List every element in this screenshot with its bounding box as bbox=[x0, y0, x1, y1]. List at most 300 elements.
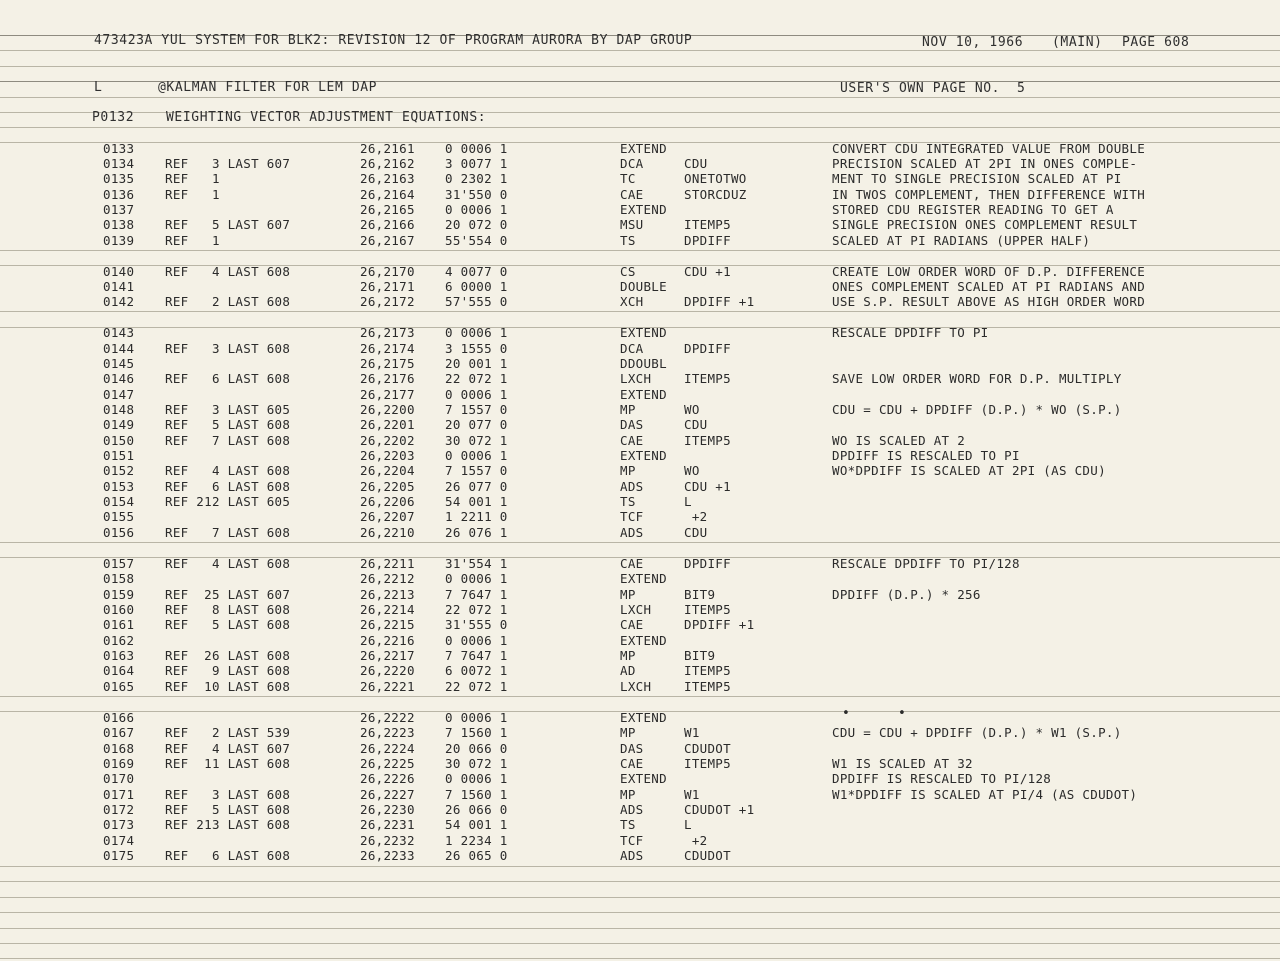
listing-line bbox=[0, 571, 1280, 586]
listing-seq: 0159 bbox=[103, 587, 135, 602]
listing-loc: 26,2174 bbox=[360, 341, 415, 356]
listing-ref: REF 6 LAST 608 bbox=[165, 479, 291, 494]
listing-adr: ITEMP5 bbox=[684, 217, 731, 232]
listing-line bbox=[0, 356, 1280, 371]
listing-op: DAS bbox=[620, 417, 644, 432]
listing-cmt: DPDIFF IS RESCALED TO PI bbox=[832, 448, 1020, 463]
listing-adr: CDU +1 bbox=[684, 479, 731, 494]
listing-line bbox=[0, 417, 1280, 432]
listing-ref: REF 5 LAST 608 bbox=[165, 417, 291, 432]
listing-op: CAE bbox=[620, 187, 644, 202]
listing-cmt: CDU = CDU + DPDIFF (D.P.) * WO (S.P.) bbox=[832, 402, 1122, 417]
listing-line bbox=[0, 771, 1280, 786]
listing-op: DOUBLE bbox=[620, 279, 667, 294]
listing-op: EXTEND bbox=[620, 141, 667, 156]
listing-loc: 26,2171 bbox=[360, 279, 415, 294]
listing-line bbox=[0, 833, 1280, 848]
listing-ref: REF 6 LAST 608 bbox=[165, 371, 291, 386]
listing-adr: ONETOTWO bbox=[684, 171, 747, 186]
listing-cmt: DPDIFF IS RESCALED TO PI/128 bbox=[832, 771, 1052, 786]
listing-cmt: DPDIFF (D.P.) * 256 bbox=[832, 587, 981, 602]
dot-accent-marks: • bbox=[898, 706, 906, 721]
listing-op: DCA bbox=[620, 341, 644, 356]
listing-op: CAE bbox=[620, 617, 644, 632]
listing-loc: 26,2203 bbox=[360, 448, 415, 463]
listing-adr: ITEMP5 bbox=[684, 663, 731, 678]
listing-op: TC bbox=[620, 171, 636, 186]
listing-adr: ITEMP5 bbox=[684, 371, 731, 386]
listing-page-number: PAGE 608 bbox=[1122, 35, 1190, 50]
listing-seq: 0144 bbox=[103, 341, 135, 356]
listing-ref: REF 4 LAST 608 bbox=[165, 264, 291, 279]
listing-seq: 0167 bbox=[103, 725, 135, 740]
listing-code: 0 0006 1 bbox=[445, 771, 508, 786]
listing-loc: 26,2214 bbox=[360, 602, 415, 617]
listing-adr: BIT9 bbox=[684, 648, 716, 663]
listing-code: 0 0006 1 bbox=[445, 325, 508, 340]
listing-op: LXCH bbox=[620, 371, 652, 386]
listing-line bbox=[0, 187, 1280, 202]
listing-adr: L bbox=[684, 494, 692, 509]
listing-loc: 26,2230 bbox=[360, 802, 415, 817]
listing-line bbox=[0, 433, 1280, 448]
listing-code: 7 1557 0 bbox=[445, 402, 508, 417]
listing-seq: 0152 bbox=[103, 463, 135, 478]
listing-seq: 0139 bbox=[103, 233, 135, 248]
listing-line bbox=[0, 371, 1280, 386]
listing-seq: 0169 bbox=[103, 756, 135, 771]
listing-code: 54 001 1 bbox=[445, 494, 508, 509]
listing-loc: 26,2163 bbox=[360, 171, 415, 186]
listing-line bbox=[0, 741, 1280, 756]
listing-line bbox=[0, 341, 1280, 356]
listing-loc: 26,2201 bbox=[360, 417, 415, 432]
listing-adr: W1 bbox=[684, 787, 700, 802]
listing-seq: 0148 bbox=[103, 402, 135, 417]
listing-code: 0 0006 1 bbox=[445, 710, 508, 725]
listing-adr: ITEMP5 bbox=[684, 679, 731, 694]
listing-code: 0 0006 1 bbox=[445, 387, 508, 402]
listing-seq: 0165 bbox=[103, 679, 135, 694]
listing-seq: 0146 bbox=[103, 371, 135, 386]
listing-loc: 26,2213 bbox=[360, 587, 415, 602]
listing-loc: 26,2233 bbox=[360, 848, 415, 863]
listing-line bbox=[0, 387, 1280, 402]
listing-op: TS bbox=[620, 233, 636, 248]
listing-adr: CDU bbox=[684, 156, 708, 171]
listing-seq: 0133 bbox=[103, 141, 135, 156]
listing-seq: 0174 bbox=[103, 833, 135, 848]
listing-op: XCH bbox=[620, 294, 644, 309]
listing-op: ADS bbox=[620, 525, 644, 540]
listing-op: EXTEND bbox=[620, 633, 667, 648]
listing-code: 20 072 0 bbox=[445, 217, 508, 232]
listing-cmt: ONES COMPLEMENT SCALED AT PI RADIANS AND bbox=[832, 279, 1146, 294]
listing-ref: REF 7 LAST 608 bbox=[165, 525, 291, 540]
listing-line bbox=[0, 556, 1280, 571]
listing-cmt: USE S.P. RESULT ABOVE AS HIGH ORDER WORD bbox=[832, 294, 1146, 309]
listing-line bbox=[0, 202, 1280, 217]
listing-op: EXTEND bbox=[620, 448, 667, 463]
listing-op: TS bbox=[620, 817, 636, 832]
listing-loc: 26,2225 bbox=[360, 756, 415, 771]
listing-op: DAS bbox=[620, 741, 644, 756]
listing-ref: REF 3 LAST 608 bbox=[165, 787, 291, 802]
listing-code: 0 0006 1 bbox=[445, 141, 508, 156]
listing-seq: 0140 bbox=[103, 264, 135, 279]
listing-adr: ITEMP5 bbox=[684, 602, 731, 617]
listing-ref: REF 2 LAST 608 bbox=[165, 294, 291, 309]
listing-loc: 26,2221 bbox=[360, 679, 415, 694]
listing-op: MP bbox=[620, 463, 636, 478]
listing-adr: DPDIFF bbox=[684, 233, 731, 248]
listing-adr: CDUDOT +1 bbox=[684, 802, 755, 817]
listing-seq: 0143 bbox=[103, 325, 135, 340]
listing-seq: 0164 bbox=[103, 663, 135, 678]
listing-cmt: STORED CDU REGISTER READING TO GET A bbox=[832, 202, 1114, 217]
listing-adr: STORCDUZ bbox=[684, 187, 747, 202]
listing-code: 55'554 0 bbox=[445, 233, 508, 248]
listing-op: EXTEND bbox=[620, 325, 667, 340]
listing-loc: 26,2207 bbox=[360, 509, 415, 524]
listing-loc: 26,2176 bbox=[360, 371, 415, 386]
listing-seq: 0168 bbox=[103, 741, 135, 756]
listing-seq: 0160 bbox=[103, 602, 135, 617]
listing-loc: 26,2210 bbox=[360, 525, 415, 540]
listing-code: 6 0000 1 bbox=[445, 279, 508, 294]
listing-code: 57'555 0 bbox=[445, 294, 508, 309]
listing-op: DDOUBL bbox=[620, 356, 667, 371]
listing-ref: REF 5 LAST 608 bbox=[165, 617, 291, 632]
listing-op: MP bbox=[620, 648, 636, 663]
listing-cmt: WO IS SCALED AT 2 bbox=[832, 433, 966, 448]
listing-code: 7 1560 1 bbox=[445, 725, 508, 740]
listing-loc: 26,2232 bbox=[360, 833, 415, 848]
listing-line bbox=[0, 648, 1280, 663]
listing-line bbox=[0, 233, 1280, 248]
listing-loc: 26,2206 bbox=[360, 494, 415, 509]
listing-code: 31'554 1 bbox=[445, 556, 508, 571]
listing-line bbox=[0, 848, 1280, 863]
listing-op: ADS bbox=[620, 802, 644, 817]
listing-code: 26 076 1 bbox=[445, 525, 508, 540]
listing-adr: CDUDOT bbox=[684, 741, 731, 756]
listing-code: 3 0077 1 bbox=[445, 156, 508, 171]
log-section-title: @KALMAN FILTER FOR LEM DAP bbox=[158, 80, 378, 95]
listing-ref: REF 11 LAST 608 bbox=[165, 756, 291, 771]
listing-line bbox=[0, 817, 1280, 832]
listing-loc: 26,2173 bbox=[360, 325, 415, 340]
listing-loc: 26,2175 bbox=[360, 356, 415, 371]
listing-ref: REF 3 LAST 607 bbox=[165, 156, 291, 171]
listing-ref: REF 2 LAST 539 bbox=[165, 725, 291, 740]
listing-adr: +2 bbox=[684, 509, 708, 524]
listing-seq: 0149 bbox=[103, 417, 135, 432]
listing-seq: 0145 bbox=[103, 356, 135, 371]
listing-loc: 26,2165 bbox=[360, 202, 415, 217]
dot-accent-marks: • bbox=[842, 706, 850, 721]
listing-loc: 26,2223 bbox=[360, 725, 415, 740]
listing-cmt: W1*DPDIFF IS SCALED AT PI/4 (AS CDUDOT) bbox=[832, 787, 1138, 802]
listing-cmt: WO*DPDIFF IS SCALED AT 2PI (AS CDU) bbox=[832, 463, 1106, 478]
listing-op: AD bbox=[620, 663, 636, 678]
listing-line bbox=[0, 756, 1280, 771]
listing-line bbox=[0, 494, 1280, 509]
listing-cmt: CDU = CDU + DPDIFF (D.P.) * W1 (S.P.) bbox=[832, 725, 1122, 740]
listing-code: 22 072 1 bbox=[445, 602, 508, 617]
listing-line bbox=[0, 725, 1280, 740]
listing-loc: 26,2172 bbox=[360, 294, 415, 309]
listing-code: 54 001 1 bbox=[445, 817, 508, 832]
listing-loc: 26,2231 bbox=[360, 817, 415, 832]
listing-loc: 26,2226 bbox=[360, 771, 415, 786]
listing-ref: REF 1 bbox=[165, 233, 220, 248]
listing-op: CAE bbox=[620, 433, 644, 448]
listing-ref: REF 9 LAST 608 bbox=[165, 663, 291, 678]
listing-adr: WO bbox=[684, 402, 700, 417]
listing-ref: REF 5 LAST 608 bbox=[165, 802, 291, 817]
listing-line bbox=[0, 171, 1280, 186]
listing-ref: REF 7 LAST 608 bbox=[165, 433, 291, 448]
listing-code: 7 7647 1 bbox=[445, 587, 508, 602]
listing-code: 26 065 0 bbox=[445, 848, 508, 863]
listing-adr: +2 bbox=[684, 833, 708, 848]
listing-adr: BIT9 bbox=[684, 587, 716, 602]
listing-code: 7 1560 1 bbox=[445, 787, 508, 802]
listing-code: 0 0006 1 bbox=[445, 448, 508, 463]
listing-op: ADS bbox=[620, 848, 644, 863]
listing-seq: 0170 bbox=[103, 771, 135, 786]
listing-line bbox=[0, 264, 1280, 279]
listing-header-title: 473423A YUL SYSTEM FOR BLK2: REVISION 12 OF PROGRAM AURORA BY DAP GROUP bbox=[94, 33, 693, 48]
listing-code: 20 066 0 bbox=[445, 741, 508, 756]
listing-ref: REF 1 bbox=[165, 171, 220, 186]
listing-seq: 0175 bbox=[103, 848, 135, 863]
listing-code: 0 0006 1 bbox=[445, 571, 508, 586]
listing-code: 4 0077 0 bbox=[445, 264, 508, 279]
listing-line bbox=[0, 710, 1280, 725]
listing-line bbox=[0, 633, 1280, 648]
listing-line bbox=[0, 156, 1280, 171]
listing-line bbox=[0, 509, 1280, 524]
listing-op: LXCH bbox=[620, 679, 652, 694]
listing-adr: ITEMP5 bbox=[684, 433, 731, 448]
listing-op: TCF bbox=[620, 509, 644, 524]
listing-cmt: RESCALE DPDIFF TO PI bbox=[832, 325, 989, 340]
listing-code: 6 0072 1 bbox=[445, 663, 508, 678]
listing-cmt: CREATE LOW ORDER WORD OF D.P. DIFFERENCE bbox=[832, 264, 1146, 279]
listing-ref: REF 4 LAST 608 bbox=[165, 556, 291, 571]
listing-loc: 26,2220 bbox=[360, 663, 415, 678]
listing-adr: DPDIFF +1 bbox=[684, 617, 755, 632]
listing-seq: 0158 bbox=[103, 571, 135, 586]
listing-code: 20 077 0 bbox=[445, 417, 508, 432]
listing-loc: 26,2170 bbox=[360, 264, 415, 279]
listing-seq: 0157 bbox=[103, 556, 135, 571]
listing-loc: 26,2227 bbox=[360, 787, 415, 802]
listing-seq: 0171 bbox=[103, 787, 135, 802]
listing-ref: REF 4 LAST 608 bbox=[165, 463, 291, 478]
user-page-number: USER'S OWN PAGE NO. 5 bbox=[840, 81, 1026, 96]
listing-section: (MAIN) bbox=[1052, 35, 1103, 50]
listing-adr: CDU +1 bbox=[684, 264, 731, 279]
section-code: P0132 bbox=[92, 110, 135, 125]
listing-loc: 26,2164 bbox=[360, 187, 415, 202]
listing-line bbox=[0, 617, 1280, 632]
listing-seq: 0162 bbox=[103, 633, 135, 648]
listing-line bbox=[0, 663, 1280, 678]
listing-loc: 26,2167 bbox=[360, 233, 415, 248]
listing-loc: 26,2212 bbox=[360, 571, 415, 586]
listing-op: TCF bbox=[620, 833, 644, 848]
listing-op: EXTEND bbox=[620, 387, 667, 402]
listing-code: 3 1555 0 bbox=[445, 341, 508, 356]
section-title: WEIGHTING VECTOR ADJUSTMENT EQUATIONS: bbox=[166, 110, 487, 125]
listing-adr: L bbox=[684, 817, 692, 832]
listing-code: 22 072 1 bbox=[445, 679, 508, 694]
listing-adr: CDU bbox=[684, 417, 708, 432]
listing-ref: REF 1 bbox=[165, 187, 220, 202]
listing-line bbox=[0, 325, 1280, 340]
listing-ref: REF 3 LAST 605 bbox=[165, 402, 291, 417]
listing-adr: DPDIFF bbox=[684, 556, 731, 571]
listing-loc: 26,2215 bbox=[360, 617, 415, 632]
listing-cmt: IN TWOS COMPLEMENT, THEN DIFFERENCE WITH bbox=[832, 187, 1146, 202]
listing-cmt: W1 IS SCALED AT 32 bbox=[832, 756, 973, 771]
listing-adr: DPDIFF bbox=[684, 341, 731, 356]
listing-line bbox=[0, 602, 1280, 617]
listing-ref: REF 5 LAST 607 bbox=[165, 217, 291, 232]
listing-ref: REF 25 LAST 607 bbox=[165, 587, 291, 602]
listing-op: MSU bbox=[620, 217, 644, 232]
listing-loc: 26,2166 bbox=[360, 217, 415, 232]
listing-loc: 26,2202 bbox=[360, 433, 415, 448]
listing-cmt: SAVE LOW ORDER WORD FOR D.P. MULTIPLY bbox=[832, 371, 1122, 386]
listing-op: LXCH bbox=[620, 602, 652, 617]
listing-adr: CDU bbox=[684, 525, 708, 540]
listing-seq: 0161 bbox=[103, 617, 135, 632]
listing-seq: 0163 bbox=[103, 648, 135, 663]
listing-seq: 0166 bbox=[103, 710, 135, 725]
listing-line bbox=[0, 479, 1280, 494]
listing-code: 7 1557 0 bbox=[445, 463, 508, 478]
listing-ref: REF 3 LAST 608 bbox=[165, 341, 291, 356]
listing-loc: 26,2224 bbox=[360, 741, 415, 756]
listing-line bbox=[0, 802, 1280, 817]
listing-op: EXTEND bbox=[620, 771, 667, 786]
listing-seq: 0137 bbox=[103, 202, 135, 217]
listing-loc: 26,2211 bbox=[360, 556, 415, 571]
listing-op: CAE bbox=[620, 756, 644, 771]
listing-loc: 26,2205 bbox=[360, 479, 415, 494]
listing-code: 0 2302 1 bbox=[445, 171, 508, 186]
listing-loc: 26,2177 bbox=[360, 387, 415, 402]
listing-op: EXTEND bbox=[620, 202, 667, 217]
listing-seq: 0141 bbox=[103, 279, 135, 294]
line-marker: L bbox=[94, 80, 103, 95]
listing-op: DCA bbox=[620, 156, 644, 171]
listing-cmt: MENT TO SINGLE PRECISION SCALED AT PI bbox=[832, 171, 1122, 186]
listing-loc: 26,2161 bbox=[360, 141, 415, 156]
listing-ref: REF 213 LAST 608 bbox=[165, 817, 291, 832]
listing-seq: 0135 bbox=[103, 171, 135, 186]
listing-date: NOV 10, 1966 bbox=[922, 35, 1024, 50]
listing-adr: ITEMP5 bbox=[684, 756, 731, 771]
listing-seq: 0147 bbox=[103, 387, 135, 402]
listing-code: 7 7647 1 bbox=[445, 648, 508, 663]
listing-cmt: CONVERT CDU INTEGRATED VALUE FROM DOUBLE bbox=[832, 141, 1146, 156]
listing-line bbox=[0, 787, 1280, 802]
listing-seq: 0155 bbox=[103, 509, 135, 524]
listing-op: EXTEND bbox=[620, 710, 667, 725]
listing-ref: REF 212 LAST 605 bbox=[165, 494, 291, 509]
listing-adr: CDUDOT bbox=[684, 848, 731, 863]
listing-seq: 0150 bbox=[103, 433, 135, 448]
listing-ref: REF 6 LAST 608 bbox=[165, 848, 291, 863]
listing-ref: REF 10 LAST 608 bbox=[165, 679, 291, 694]
listing-op: CS bbox=[620, 264, 636, 279]
listing-adr: W1 bbox=[684, 725, 700, 740]
listing-cmt: SCALED AT PI RADIANS (UPPER HALF) bbox=[832, 233, 1091, 248]
listing-seq: 0136 bbox=[103, 187, 135, 202]
listing-op: EXTEND bbox=[620, 571, 667, 586]
listing-seq: 0173 bbox=[103, 817, 135, 832]
listing-seq: 0153 bbox=[103, 479, 135, 494]
listing-seq: 0172 bbox=[103, 802, 135, 817]
listing-loc: 26,2204 bbox=[360, 463, 415, 478]
listing-code: 30 072 1 bbox=[445, 756, 508, 771]
listing-code: 26 077 0 bbox=[445, 479, 508, 494]
listing-code: 31'550 0 bbox=[445, 187, 508, 202]
listing-line bbox=[0, 217, 1280, 232]
listing-op: MP bbox=[620, 587, 636, 602]
listing-loc: 26,2200 bbox=[360, 402, 415, 417]
listing-line bbox=[0, 587, 1280, 602]
listing-code: 1 2234 1 bbox=[445, 833, 508, 848]
listing-code: 0 0006 1 bbox=[445, 202, 508, 217]
listing-op: TS bbox=[620, 494, 636, 509]
listing-code: 0 0006 1 bbox=[445, 633, 508, 648]
listing-op: MP bbox=[620, 787, 636, 802]
listing-code: 20 001 1 bbox=[445, 356, 508, 371]
listing-loc: 26,2217 bbox=[360, 648, 415, 663]
listing-loc: 26,2216 bbox=[360, 633, 415, 648]
listing-adr: WO bbox=[684, 463, 700, 478]
listing-seq: 0138 bbox=[103, 217, 135, 232]
listing-code: 22 072 1 bbox=[445, 371, 508, 386]
listing-op: MP bbox=[620, 402, 636, 417]
listing-code: 31'555 0 bbox=[445, 617, 508, 632]
listing-line bbox=[0, 463, 1280, 478]
listing-line bbox=[0, 279, 1280, 294]
listing-line bbox=[0, 679, 1280, 694]
listing-seq: 0134 bbox=[103, 156, 135, 171]
listing-line bbox=[0, 402, 1280, 417]
listing-cmt: SINGLE PRECISION ONES COMPLEMENT RESULT bbox=[832, 217, 1138, 232]
listing-cmt: PRECISION SCALED AT 2PI IN ONES COMPLE- bbox=[832, 156, 1138, 171]
listing-line bbox=[0, 141, 1280, 156]
listing-code: 26 066 0 bbox=[445, 802, 508, 817]
listing-seq: 0142 bbox=[103, 294, 135, 309]
listing-seq: 0156 bbox=[103, 525, 135, 540]
listing-op: CAE bbox=[620, 556, 644, 571]
listing-cmt: RESCALE DPDIFF TO PI/128 bbox=[832, 556, 1020, 571]
listing-line bbox=[0, 448, 1280, 463]
listing-line bbox=[0, 525, 1280, 540]
listing-loc: 26,2162 bbox=[360, 156, 415, 171]
listing-ref: REF 26 LAST 608 bbox=[165, 648, 291, 663]
listing-line bbox=[0, 294, 1280, 309]
